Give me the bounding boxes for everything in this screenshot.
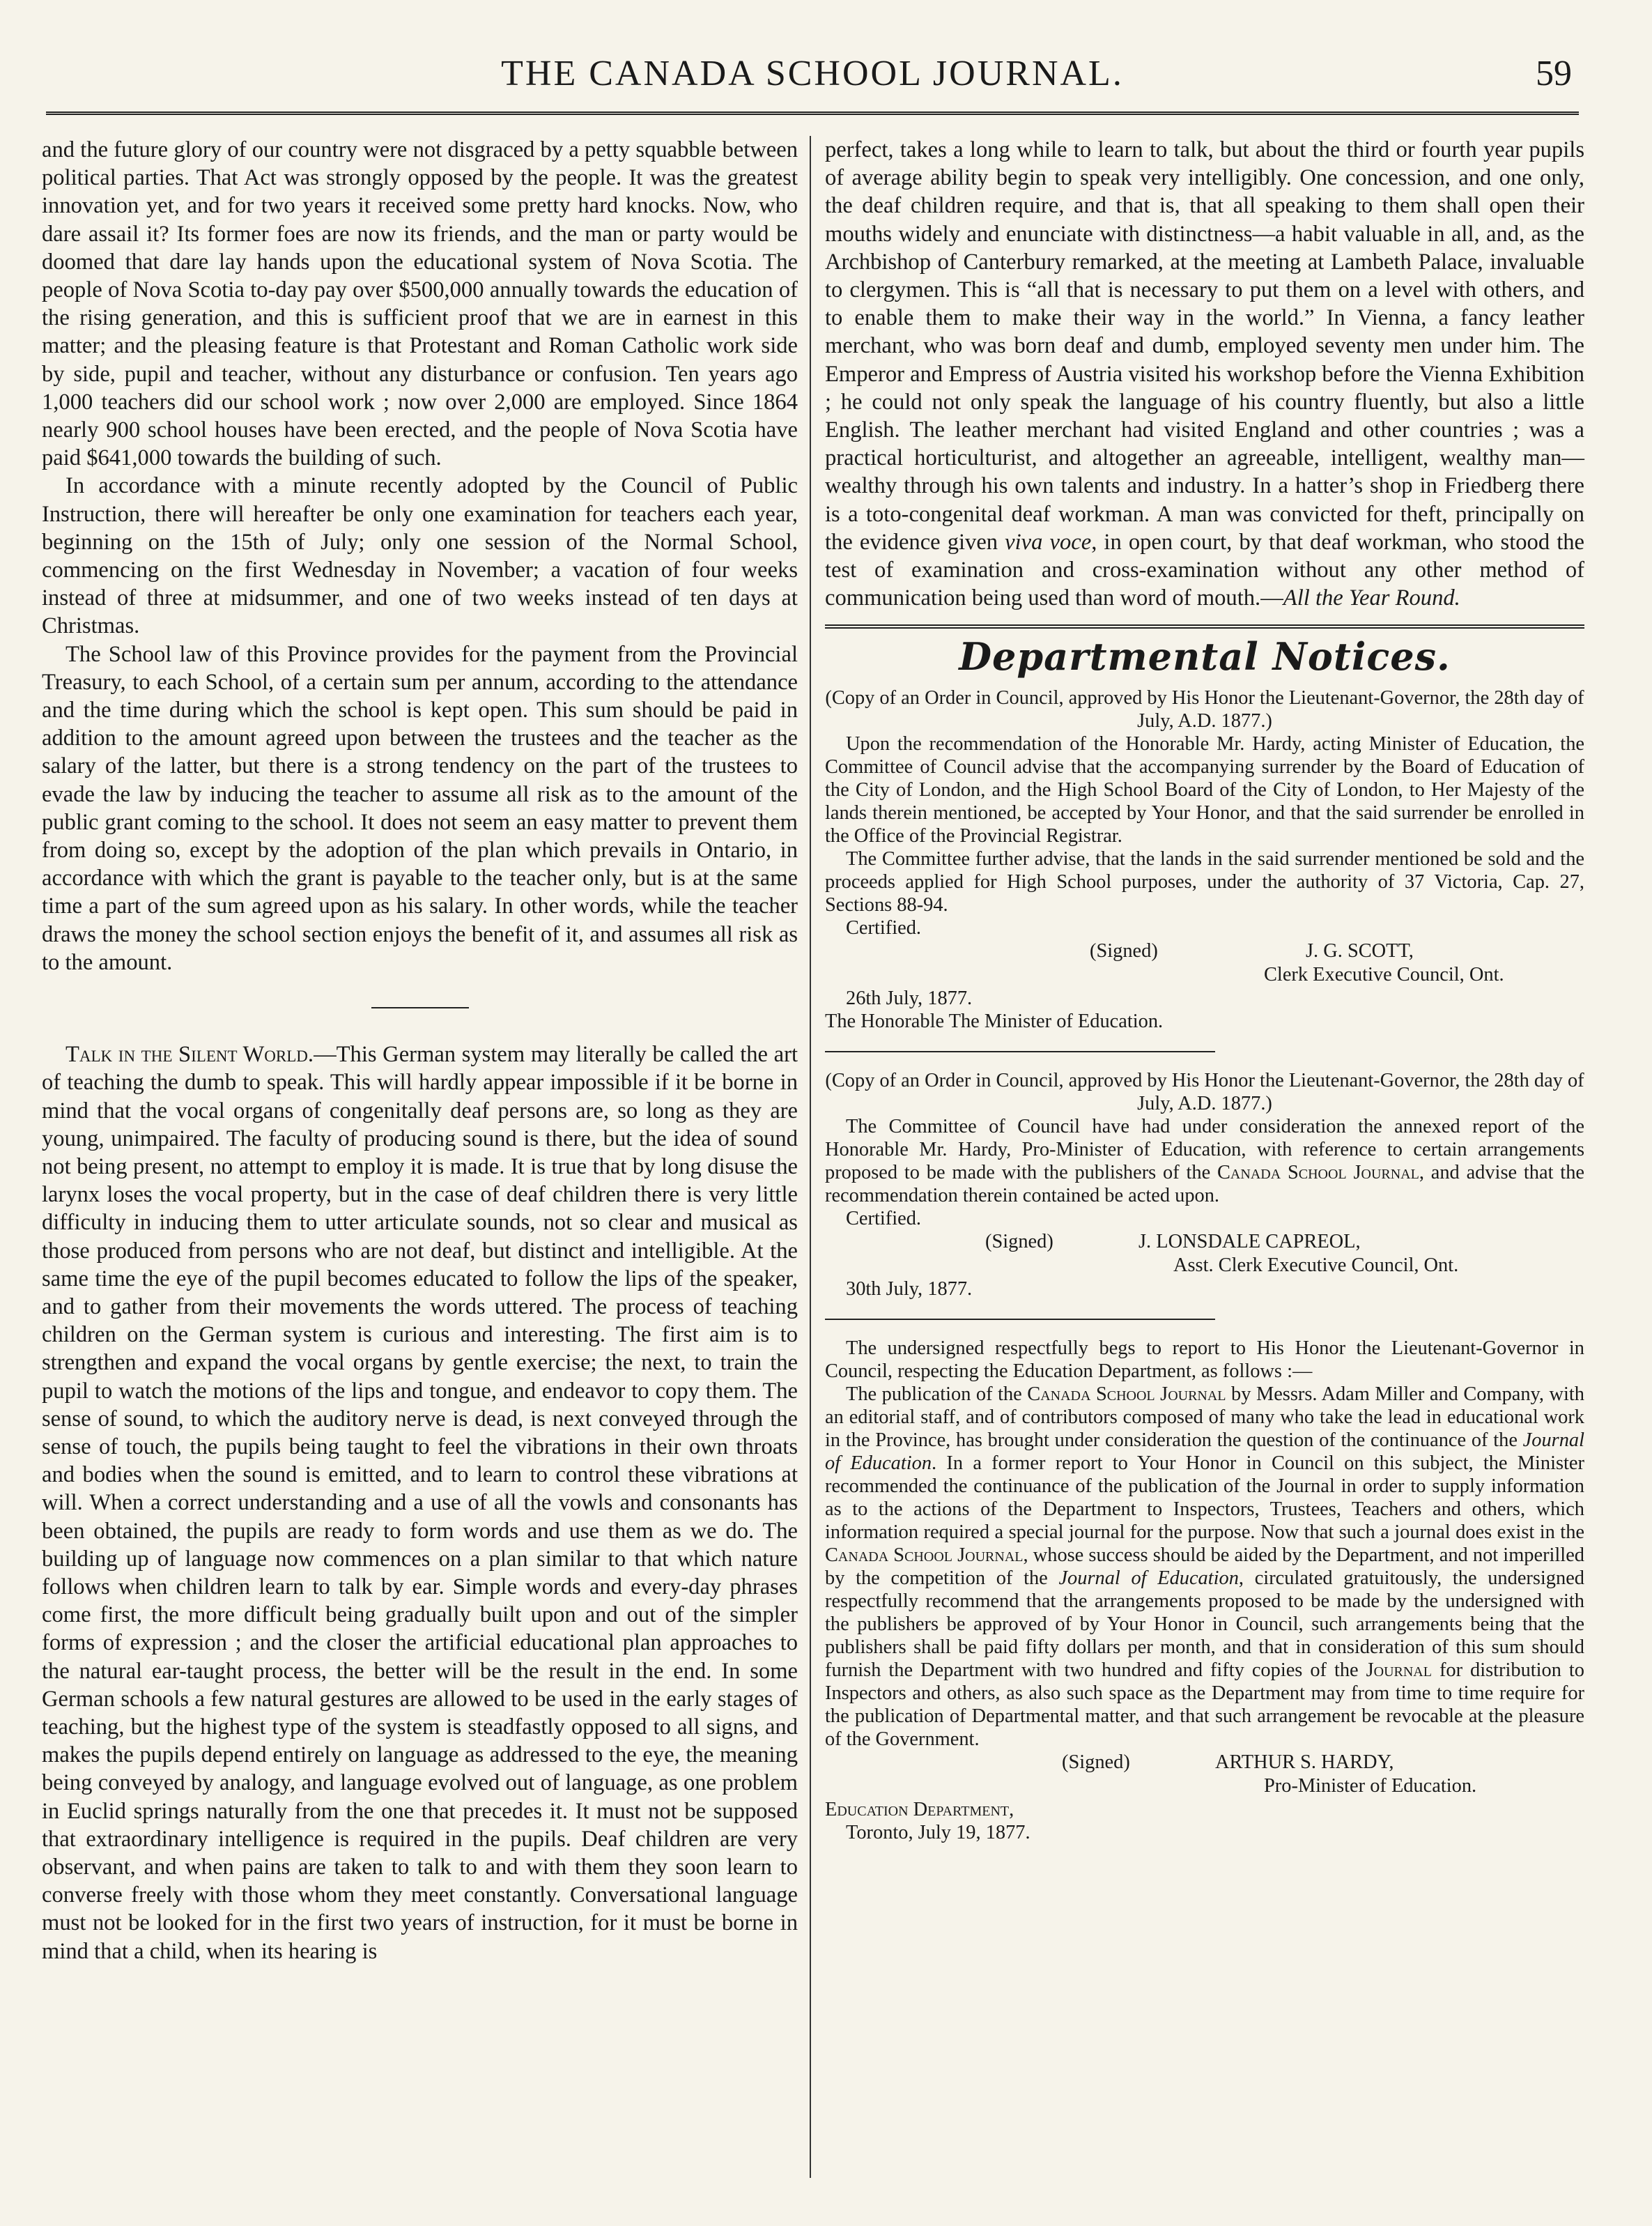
place-date-line: Toronto, July 19, 1877. [846, 1821, 1030, 1843]
journal-title: THE CANADA SCHOOL JOURNAL. [501, 54, 1124, 93]
signature-block [825, 939, 1584, 963]
signatory-name: ARTHUR S. HARDY, [1215, 1751, 1394, 1773]
paragraph [825, 136, 1584, 612]
paragraph: The School law of this Province provides for the payment from the Provincial Treasury, to each School, of a certain sum per annum, according to the attendance and the time during which the school is kept open. This sum should be paid in addition to the amount agreed upon between the trustees and the teacher as the salary of the latter, but there is a strong tendency on the part of the trustees to evade the law by inducing the teacher to assume all risk as to the amount of the public grant coming to the school. It does not seem an easy matter to prevent them from doing so, except by the adoption of the plan which prevails in Ontario, in accordance with which the grant is payable to the teacher only, but is at the same time a part of the sum agreed upon as his salary. In other words, while the teacher draws the money the school section enjoys the benefit of it, and assumes all risk as to the amount. [42, 641, 798, 975]
signature-title-row [825, 1254, 1584, 1277]
signature-block [825, 1751, 1584, 1774]
header-rule [46, 112, 1579, 115]
notice-report [825, 1337, 1584, 1844]
journal-name: Journal of Education [1058, 1567, 1239, 1589]
page-header [46, 49, 1579, 105]
paragraph: In accordance with a minute recently adopted by the Council of Public Instruction, there will hereafter be only one examination for teachers each year, beginning on the 15th of July; only one session of the Normal School, commencing on the first Wednesday in November; a vacation of four weeks instead of three at midsummer, and one of two weeks instead of ten days at Christmas. [42, 473, 798, 639]
certified-line: Certified. [846, 1207, 922, 1229]
section-rule [825, 624, 1584, 629]
signature-title-row [825, 1774, 1584, 1798]
certified-line: Certified. [846, 916, 922, 939]
right-column [825, 136, 1584, 1844]
signatory-name: J. G. SCOTT, [1306, 939, 1414, 962]
signatory-title: Clerk Executive Council, Ont. [1264, 963, 1504, 985]
text-run: , in open court, by that deaf workman, who stood the test of examination and cross-examination without any other method of communication being used than word of mouth.— [825, 529, 1585, 611]
paragraph: Upon the recommendation of the Honorable Mr. Hardy, acting Minister of Education, the Committee of Council advise that the accompanying surrender by the Board of Education of the City of London, and the High School Board of the City of London, to Her Majesty of the lands therein mentioned, be accepted by Your Honor, and that the said surrender be enrolled in the Office of the Provincial Registrar. [825, 732, 1584, 847]
notice-heading: (Copy of an Order in Council, approved by His Honor the Lieutenant-Governor, the 28th day of July, A.D. 1877.) [825, 686, 1584, 732]
text-run: for distribution to Inspectors and others, as also such space as the Department may from time to time require for the publication of Departmental matter, and that such arrangement be revocable at the pleasure of the Government. [825, 1659, 1584, 1750]
section-title: Departmental Notices. [959, 634, 1451, 680]
text-run: , and advise that the recommendation therein contained be acted upon. [825, 1161, 1584, 1206]
notice-heading: (Copy of an Order in Council, approved by His Honor the Lieutenant-Governor, the 28th day of July, A.D. 1877.) [825, 1069, 1584, 1114]
column-divider [810, 136, 811, 2178]
department-line: Education Department, [825, 1798, 1014, 1820]
text-italic: viva voce [1005, 529, 1092, 555]
page-number: 59 [1536, 54, 1572, 93]
journal-name: Canada School Journal [1217, 1161, 1419, 1183]
signatory-title: Asst. Clerk Executive Council, Ont. [1173, 1254, 1459, 1276]
article-heading: Talk in the Silent World. [65, 1042, 314, 1068]
notice-order-1 [825, 686, 1584, 1033]
paragraph: and the future glory of our country were not disgraced by a petty squabble between political parties. That Act was strongly opposed by the people. It was the greatest innovation yet, and for two years it received some pretty hard knocks. Now, who dare assail it? Its former foes are now its friends, and the man or party would be doomed that dare lay hands upon the educational system of Nova Scotia. The people of Nova Scotia to-day pay over $500,000 annually towards the education of the rising generation, and this is sufficient proof that we are in earnest in this matter; and the pleasing feature is that Protestant and Roman Catholic work side by side, pupil and teacher, without any disturbance or confusion. Ten years ago 1,000 teachers did our school work ; now over 2,000 are employed. Since 1864 nearly 900 school houses have been erected, and the people of Nova Scotia have paid $641,000 towards the building of such. [42, 137, 798, 471]
journal-name: Canada School Journal [825, 1544, 1024, 1566]
signatory-title: Pro-Minister of Education. [1264, 1774, 1477, 1797]
notice-separator [825, 1051, 1215, 1052]
text-run: perfect, takes a long while to learn to talk, but about the third or fourth year pupils of average ability begin to speak very intelligibly. One concession, and one only, the deaf children require, and that is, that all speaking to them shall open their mouths widely and enunciate with distinctness—a habit valuable in all, and, as the Archbishop of Canterbury remarked, at the meeting at Lambeth Palace, invaluable to clergymen. This is “all that is necessary to put them on a level with others, and to enable them to make their way in the world.” In Vienna, a fancy leather merchant, who was born deaf and dumb, employed seventy men under him. The Emperor and Empress of Austria visited his workshop before the Vienna Exhibition ; he could not only speak the language of his country fluently, but also a little English. The leather merchant had visited England and other countries ; was a practical horticulturist, and altogether an agreeable, intelligent, wealthy man—wealthy through his own talents and industry. In a hatter’s shop in Friedberg there is a toto-congenital deaf workman. A man was convicted for theft, principally on the evidence given [825, 137, 1584, 555]
section-separator [371, 1007, 469, 1008]
journal-name: Canada School Journal [1027, 1383, 1226, 1405]
text-run: The Committee of Council have had under consideration the annexed report of the Honorable Mr. Hardy, Pro-Minister of Education, with reference to certain arrangements proposed to be made with the publishers of the [825, 1115, 1584, 1183]
signed-label: (Signed) [1062, 1751, 1130, 1773]
text-run: , whose success should be aided by the Department, and not imperilled by the competition of the [825, 1544, 1584, 1589]
text-run: The publication of the [846, 1383, 1028, 1405]
source-credit: All the Year Round. [1283, 585, 1460, 611]
date-line: 26th July, 1877. [846, 987, 973, 1009]
text-run: , circulated gratuitously, the undersigned respectfully recommend that the arrangements proposed to be made by the undersigned with the publishers be approved of by Your Honor in Council, such arrangements being that the publishers shall be paid fifty dollars per month, and that in consideration of this sum should furnish the Department with two hundred and fifty copies of the [825, 1567, 1584, 1681]
signed-label: (Signed) [1090, 939, 1158, 962]
notice-order-2 [825, 1069, 1584, 1300]
signatory-name: J. LONSDALE CAPREOL, [1138, 1230, 1361, 1252]
signed-label: (Signed) [985, 1230, 1053, 1252]
left-column [42, 136, 798, 1965]
journal-name: Journal of Education [825, 1429, 1584, 1474]
paragraph [42, 1041, 798, 1965]
addressee-line: The Honorable The Minister of Education. [825, 1010, 1164, 1032]
article-text: —This German system may literally be called the art of teaching the dumb to speak. This will hardly appear impossible if it be borne in mind that the vocal organs of congenitally deaf persons are, so long as they are young, unimpaired. The faculty of producing sound is there, but the idea of sound not being present, no attempt to employ it is made. It is true that by long disuse the larynx loses the vocal property, but in the case of deaf children there is very little difficulty in inducing them to utter articulate sounds, not so clear and musical as those produced from persons who are not deaf, but distinct and intelligible. At the same time the eye of the pupil becomes educated to follow the lips of the speaker, and to gather from their movements the words uttered. The process of teaching children on the German system is curious and interesting. The first aim is to strengthen and expand the vocal organs by gentle exercise; the next, to train the pupil to watch the motions of the lips and tongue, and endeavor to copy them. The sense of sound, to which the auditory nerve is dead, is next conveyed through the sense of touch, the pupils being taught to feel the vibrations in their own throats and bodies when the sound is emitted, and to learn to control these vibrations at will. When a correct understanding and a use of all the vowls and consonants has been obtained, the pupils are ready to form words and use them as we do. The building up of language now commences on a plan similar to that which nature follows when children learn to talk by ear. Simple words and every-day phrases come first, the more difficult being gradually built upon and out of the simpler forms of expression ; and the closer the artificial educational plan approaches to the natural ear-taught process, the better will be the result in the end. In some German schools a few natural gestures are allowed to be used in the early stages of teaching, but the highest type of the system is steadfastly opposed to all signs, and makes the pupils depend entirely on language as addressed to the eye, the meaning being conveyed by analogy, and language evolved out of language, as one problem in Euclid springs naturally from the one that precedes it. It must not be supposed that extraordinary intelligence is required in the pupils. Deaf children are very observant, and when pains are taken to talk to and with them they soon learn to converse freely with those whom they meet constantly. Conversational language must not be looked for in the first two years of instruction, for it must be borne in mind that a child, when its hearing is [42, 1042, 798, 1964]
text-run: . In a former report to Your Honor in Council on this subject, the Minister recommended the continuance of the publication of the Journal in order to supply information as to the actions of the Department to Inspectors, Trustees, Teachers and others, which information required a special journal for the purpose. Now that such a journal does exist in the [825, 1452, 1584, 1543]
paragraph [825, 1115, 1584, 1207]
paragraph: The Committee further advise, that the lands in the said surrender mentioned be sold and the proceeds applied for High School purposes, under the authority of 37 Victoria, Cap. 27, Sections 88-94. [825, 847, 1584, 916]
date-line: 30th July, 1877. [846, 1277, 973, 1300]
signature-block [825, 1230, 1584, 1254]
paragraph [825, 1383, 1584, 1751]
paragraph: The undersigned respectfully begs to report to His Honor the Lieutenant-Governor in Council, respecting the Education Department, as follows :— [825, 1337, 1584, 1382]
text-run: by Messrs. Adam Miller and Company, with an editorial staff, and of contributors composed of many who take the lead in educational work in the Province, has brought under consideration the question of the continuance of the [825, 1383, 1584, 1451]
signature-title-row [825, 963, 1584, 987]
journal-name: Journal [1366, 1659, 1432, 1681]
notice-separator [825, 1319, 1215, 1320]
